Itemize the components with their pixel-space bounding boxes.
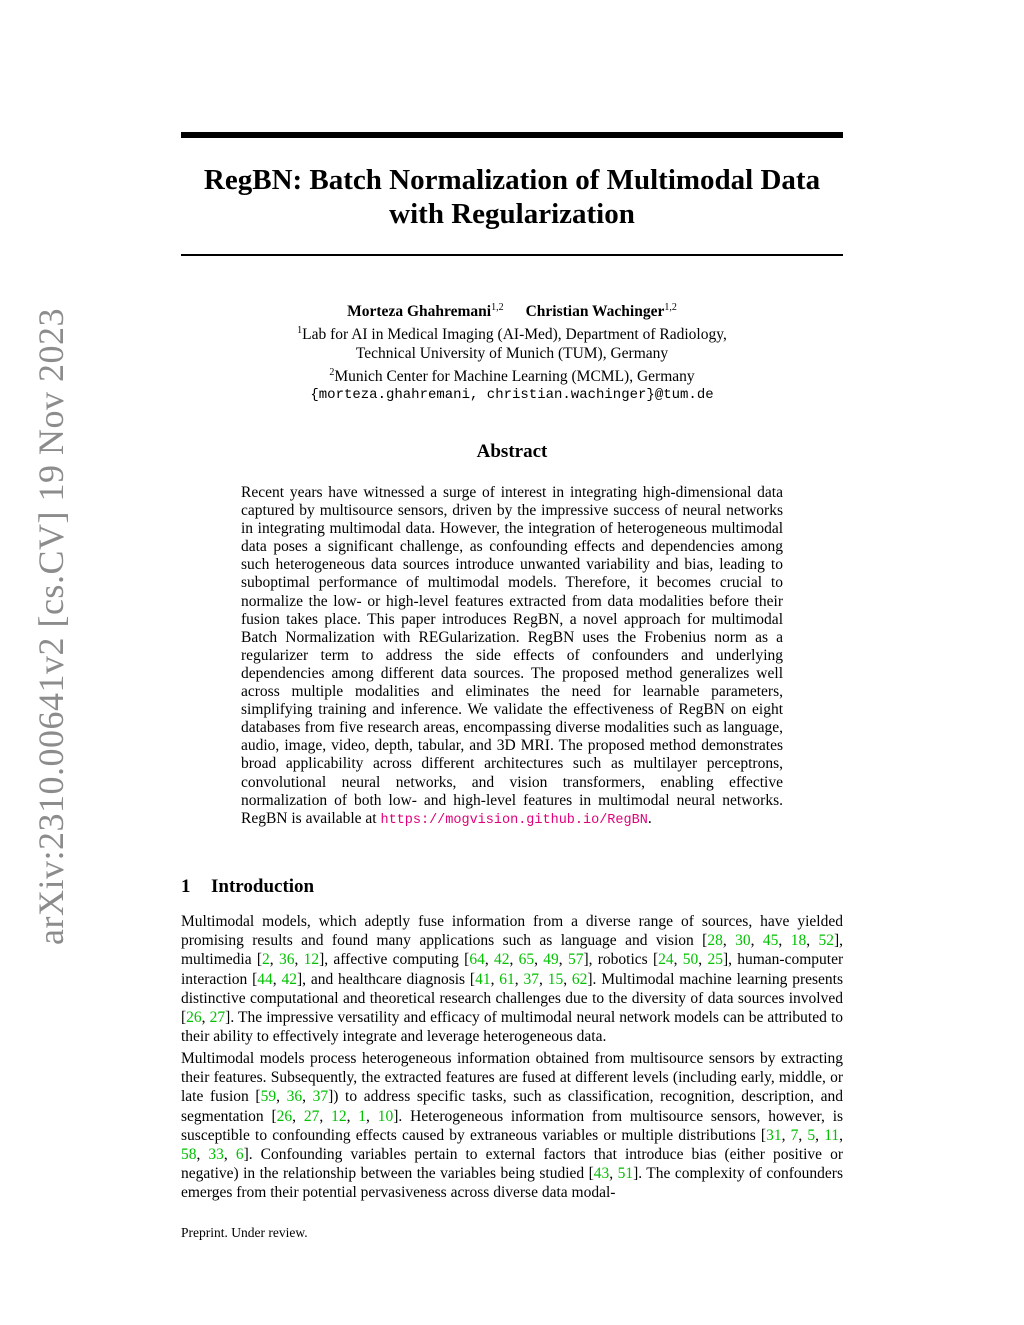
- paragraph-text: ,: [292, 1107, 304, 1125]
- paragraph-text: ,: [563, 970, 572, 988]
- citation-link[interactable]: 5: [807, 1126, 816, 1144]
- paper-title: RegBN: Batch Normalization of Multimodal Data with Regularization: [203, 164, 821, 230]
- paragraph-text: Multimodal models, which adeptly fuse information from a diverse range of sources, have yielded promising results and found many applications such as language and vision [: [181, 913, 843, 950]
- paragraph-text: ]. Heterogeneous information from multisource sensors, however, is susceptible to confounding effects caused by extraneous variables or multiple distributions [: [181, 1107, 844, 1144]
- section-title: Introduction: [211, 876, 315, 897]
- citation-link[interactable]: 36: [286, 1088, 303, 1106]
- author-name: Christian Wachinger: [525, 303, 665, 321]
- arxiv-identifier: arXiv:2310.00641v2 [cs.CV] 19 Nov 2023: [31, 308, 71, 945]
- author-names: [181, 298, 843, 321]
- paragraph-text: ], affective computing [: [319, 951, 470, 969]
- citation-link[interactable]: 33: [208, 1146, 224, 1164]
- title-rule-top: [181, 132, 843, 138]
- paragraph-text: ]. The complexity of confounders emerges from their potential pervasiveness across diverse data modal-: [181, 1165, 843, 1202]
- paragraph-text: ]. Multimodal machine learning presents distinctive computational and theoretical research challenges due to the diversity of data sources involved [: [181, 970, 843, 1027]
- citation-link[interactable]: 44: [257, 970, 273, 988]
- paragraph-text: ,: [673, 951, 683, 969]
- citation-link[interactable]: 36: [278, 951, 295, 969]
- paragraph-text: ,: [778, 932, 791, 950]
- citation-link[interactable]: 28: [707, 932, 723, 950]
- body-paragraph: [181, 912, 843, 1046]
- citation-link[interactable]: 37: [312, 1088, 329, 1106]
- citation-link[interactable]: 58: [181, 1146, 197, 1164]
- citation-link[interactable]: 43: [593, 1165, 610, 1183]
- footer-note: Preprint. Under review.: [181, 1225, 308, 1240]
- paragraph-text: ,: [196, 1146, 209, 1164]
- paragraph-text: ,: [806, 932, 819, 950]
- citation-link[interactable]: 7: [790, 1126, 799, 1144]
- section-number: 1: [181, 876, 191, 897]
- citation-link[interactable]: 31: [766, 1126, 782, 1144]
- citation-link[interactable]: 49: [543, 951, 559, 969]
- paragraph-text: ,: [269, 951, 279, 969]
- affiliation-line: $^2$Munich Center for Machine Learning (MCML), Germany: [329, 367, 695, 386]
- paragraph-text: ,: [798, 1126, 808, 1144]
- paragraph-text: ,: [484, 951, 494, 969]
- paragraph-text: ]) to address specific tasks, such as classification, recognition, description, and segmentation [: [181, 1088, 843, 1125]
- paragraph-text: ,: [750, 932, 763, 950]
- citation-link[interactable]: 45: [762, 932, 779, 950]
- paragraph-text: ,: [490, 970, 500, 988]
- citation-link[interactable]: 27: [209, 1009, 226, 1027]
- paragraph-text: ,: [722, 932, 736, 950]
- citation-link[interactable]: 42: [493, 951, 510, 969]
- citation-link[interactable]: 62: [571, 970, 588, 988]
- paragraph-text: ], multimedia [: [181, 932, 844, 969]
- paragraph-text: ], human-computer interaction [: [181, 951, 844, 988]
- body-paragraph: [181, 1049, 843, 1203]
- project-link[interactable]: https://mogvision.github.io/RegBN: [380, 812, 648, 828]
- abstract-heading: Abstract: [476, 441, 548, 462]
- paragraph-text: ], and healthcare diagnosis [: [296, 970, 476, 988]
- author-block: [181, 298, 843, 405]
- citation-link[interactable]: 18: [790, 932, 807, 950]
- citation-link[interactable]: 37: [523, 970, 539, 988]
- citation-link[interactable]: 41: [475, 970, 491, 988]
- citation-link[interactable]: 12: [303, 951, 320, 969]
- citation-link[interactable]: 25: [707, 951, 723, 969]
- citation-link[interactable]: 26: [186, 1009, 202, 1027]
- paragraph-text: ,: [538, 970, 548, 988]
- paragraph-text: ,: [201, 1009, 210, 1027]
- paragraph-text: Multimodal models process heterogeneous information obtained from multisource sensors by extracting their features. Subsequently, the extracted features are fused at different levels (including early, middle, or late fusion [: [181, 1050, 843, 1106]
- abstract-text: Recent years have witnessed a surge of interest in integrating high-dimensional data captured by multisource sensors, driven by the impressive success of neural networks in integrating multimodal data. However, the integration of heterogeneous multimodal data poses a significant challenge, as confounding effects and dependencies among such heterogeneous data sources introduce unwanted variability and bias, leading to suboptimal performance of multimodal models. Therefore, it becomes crucial to normalize the low- or high-level features extracted from data modalities before their fusion takes place. This paper introduces RegBN, a novel approach for multimodal Batch Normalization with REGularization. RegBN uses the Frobenius norm as a regularizer term to address the side effects of confounders and underlying dependencies among different data sources. The proposed method generalizes well across multiple modalities and eliminates the need for learnable parameters, simplifying training and inference. We validate the effectiveness of RegBN on eight databases from five research areas, encompassing diverse modalities such as language, audio, image, video, depth, tabular, and 3D MRI. The proposed method demonstrates broad applicability across different architectures such as multilayer perceptrons, convolutional neural networks, and vision transformers, enabling effective normalization of both low- and high-level features in multimodal neural networks. RegBN is available at https://mogvision.github.io/RegBN.: [241, 484, 783, 828]
- citation-link[interactable]: 64: [469, 951, 485, 969]
- author-affil: 1,2: [491, 302, 504, 313]
- paragraph-text: ]. The impressive versatility and efficacy of multimodal neural network models can be attributed to their ability to effectively integrate and leverage heterogeneous data.: [181, 1009, 844, 1046]
- citation-link[interactable]: 6: [235, 1146, 244, 1164]
- affiliation-line: Technical University of Munich (TUM), Germany: [355, 345, 669, 363]
- citation-link[interactable]: 1: [358, 1107, 367, 1125]
- paragraph-text: ,: [815, 1126, 825, 1144]
- citation-link[interactable]: 10: [377, 1107, 394, 1125]
- paragraph-text: ,: [366, 1107, 378, 1125]
- author-email: {morteza.ghahremani, christian.wachinger}@tum.de: [310, 387, 714, 404]
- citation-link[interactable]: 24: [658, 951, 674, 969]
- citation-link[interactable]: 61: [499, 970, 515, 988]
- paragraph-text: ,: [294, 951, 304, 969]
- affiliation-line: $^1$Lab for AI in Medical Imaging (AI-Med), Department of Radiology,: [297, 325, 727, 344]
- paragraph-text: ,: [534, 951, 544, 969]
- paragraph-text: ,: [839, 1126, 844, 1144]
- citation-link[interactable]: 65: [518, 951, 535, 969]
- paragraph-text: ,: [514, 970, 524, 988]
- citation-link[interactable]: 12: [331, 1107, 347, 1125]
- paragraph-text: ,: [509, 951, 519, 969]
- paragraph-text: ,: [781, 1126, 791, 1144]
- citation-link[interactable]: 27: [303, 1107, 320, 1125]
- paragraph-text: ,: [319, 1107, 332, 1125]
- citation-link[interactable]: 30: [735, 932, 751, 950]
- section-heading: [181, 876, 314, 898]
- citation-link[interactable]: 15: [547, 970, 564, 988]
- paragraph-text: ,: [276, 1088, 287, 1106]
- paragraph-text: ,: [346, 1107, 359, 1125]
- citation-link[interactable]: 42: [281, 970, 297, 988]
- citation-link[interactable]: 26: [276, 1107, 293, 1125]
- paragraph-text: ,: [558, 951, 568, 969]
- paragraph-text: ]. Confounding variables pertain to external factors that introduce bias (either positive or negative) in the relationship between the variables being studied [: [181, 1146, 844, 1183]
- citation-link[interactable]: 59: [260, 1088, 277, 1106]
- paragraph-text: ], robotics [: [583, 951, 659, 969]
- citation-link[interactable]: 57: [567, 951, 584, 969]
- paragraph-text: ,: [272, 970, 282, 988]
- citation-link[interactable]: 50: [682, 951, 699, 969]
- paragraph-text: ,: [223, 1146, 236, 1164]
- title-rule-bottom: [181, 254, 843, 256]
- author-affil: 1,2: [664, 302, 677, 313]
- citation-link[interactable]: 52: [818, 932, 834, 950]
- paragraph-text: ,: [698, 951, 708, 969]
- citation-link[interactable]: 2: [262, 951, 270, 969]
- citation-link[interactable]: 51: [617, 1165, 634, 1183]
- paragraph-text: ,: [609, 1165, 618, 1183]
- paragraph-text: ,: [302, 1088, 313, 1106]
- author-name: Morteza Ghahremani: [347, 303, 492, 321]
- citation-link[interactable]: 11: [824, 1126, 840, 1144]
